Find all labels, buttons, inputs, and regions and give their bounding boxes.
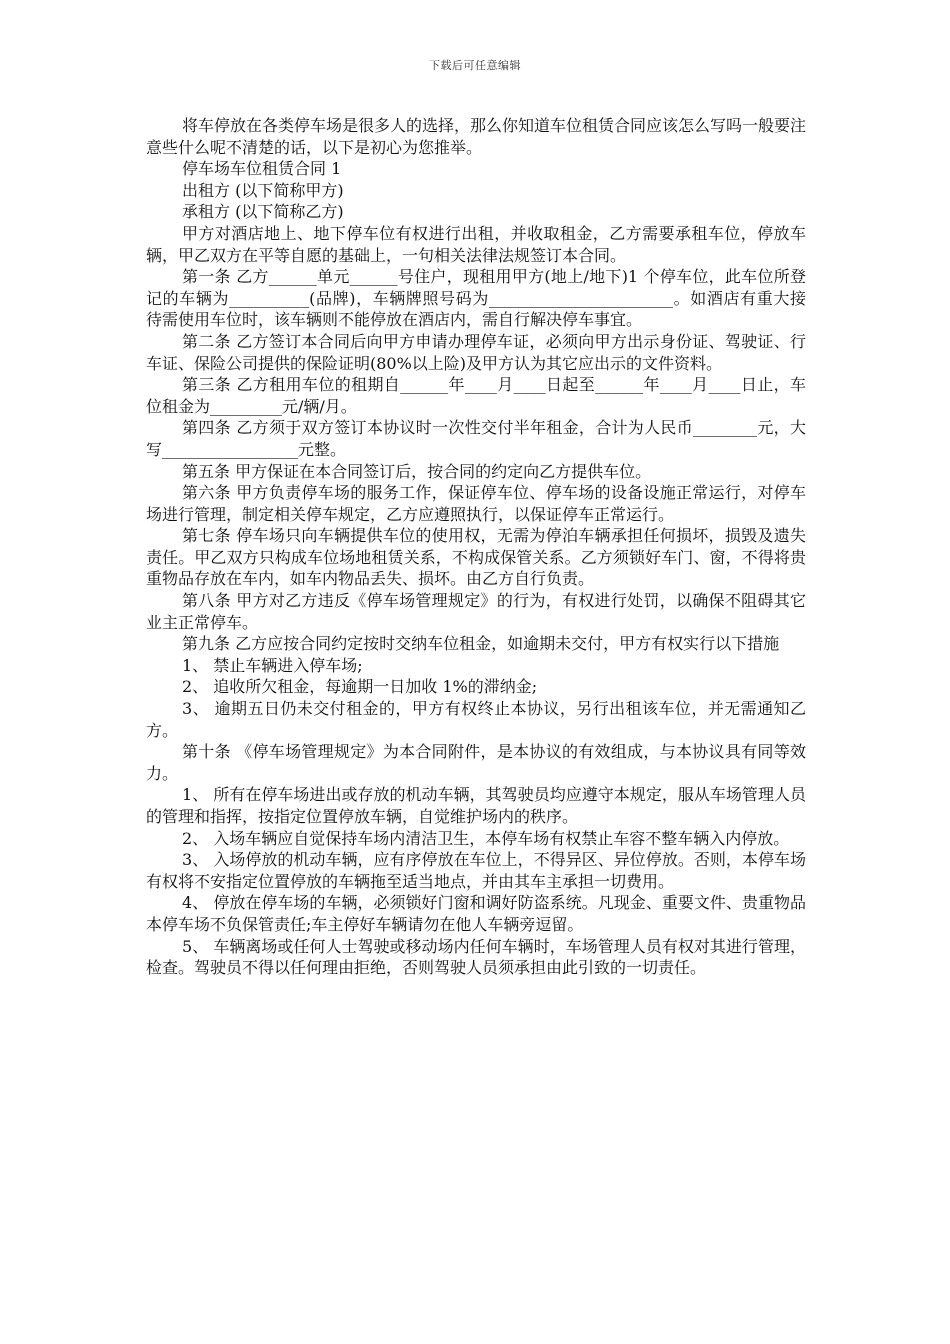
- clause-1: 第一条 乙方______单元______号住户，现租用甲方(地上/地下)1 个停车位，此车位所登记的车辆为__________(品牌)，车辆牌照号码为_______________________。如酒店有重大接待需使用车位时，该车辆则不能停放在酒店内，需自行解决停车事宜。: [146, 267, 806, 330]
- clause-9: 第九条 乙方应按合同约定按时交纳车位租金，如逾期未交付，甲方有权实行以下措施: [182, 634, 780, 654]
- clause-6: 第六条 甲方负责停车场的服务工作，保证停车位、停车场的设备设施正常运行，对停车场进行管理，制定相关停车规定，乙方应遵照执行，以保证停车正常运行。: [146, 483, 806, 524]
- clause-10: 第十条 《停车场管理规定》为本合同附件，是本协议的有效组成，与本协议具有同等效力。: [146, 742, 806, 783]
- clause-4: 第四条 乙方须于双方签订本协议时一次性交付半年租金，合计为人民币________元，大写_________________元整。: [146, 418, 806, 459]
- clause-3: 第三条 乙方租用车位的租期自______年____月____日起至______年____月____日止，车位租金为_________元/辆/月。: [146, 375, 806, 416]
- rule-item-2: 2、 入场车辆应自觉保持车场内清洁卫生，本停车场有权禁止车容不整车辆入内停放。: [182, 828, 790, 848]
- clause-7: 第七条 停车场只向车辆提供车位的使用权，无需为停泊车辆承担任何损坏，损毁及遗失责任。甲乙双方只构成车位场地租赁关系，不构成保管关系。乙方须锁好车门、窗，不得将贵重物品存放在车内，如车内物品丢失、损坏。由乙方自行负责。: [146, 526, 806, 589]
- clause-9-item-1: 1、 禁止车辆进入停车场;: [182, 655, 363, 675]
- clause-8: 第八条 甲方对乙方违反《停车场管理规定》的行为，有权进行处罚，以确保不阻碍其它业主正常停车。: [146, 591, 806, 632]
- paragraph-preamble: 甲方对酒店地上、地下停车位有权进行出租，并收取租金，乙方需要承租车位，停放车辆，甲乙双方在平等自愿的基础上，一句相关法律法规签订本合同。: [146, 223, 806, 265]
- clause-5: 第五条 甲方保证在本合同签订后，按合同的约定向乙方提供车位。: [182, 461, 652, 481]
- contract-title: 停车场车位租赁合同 1: [182, 159, 342, 179]
- document-body: [146, 115, 806, 979]
- rule-item-3: 3、 入场停放的机动车辆，应有序停放在车位上，不得异区、异位停放。否则，本停车场有权将不安指定位置停放的车辆拖至适当地点，并由其车主承担一切费用。: [146, 850, 806, 891]
- paragraph-intro: 将车停放在各类停车场是很多人的选择，那么你知道车位租赁合同应该怎么写吗一般要注意些什么呢不清楚的话，以下是初心为您推举。: [146, 116, 807, 157]
- rule-item-1: 1、 所有在停车场进出或存放的机动车辆，其驾驶员均应遵守本规定，服从车场管理人员的管理和指挥，按指定位置停放车辆，自觉维护场内的秩序。: [146, 785, 806, 826]
- rule-item-5: 5、 车辆离场或任何人士驾驶或移动场内任何车辆时，车场管理人员有权对其进行管理，检查。驾驶员不得以任何理由拒绝，否则驾驶人员须承担由此引致的一切责任。: [146, 936, 806, 978]
- clause-9-item-3: 3、 逾期五日仍未交付租金的，甲方有权终止本协议，另行出租该车位，并无需通知乙方。: [146, 699, 806, 740]
- party-lessee: 承租方 (以下简称乙方): [182, 202, 344, 222]
- party-lessor: 出租方 (以下简称甲方): [182, 180, 344, 200]
- clause-2: 第二条 乙方签订本合同后向甲方申请办理停车证，必须向甲方出示身份证、驾驶证、行车证、保险公司提供的保险证明(80%以上险)及甲方认为其它应出示的文件资料。: [146, 331, 806, 373]
- rule-item-4: 4、 停放在停车场的车辆，必须锁好门窗和调好防盗系统。凡现金、重要文件、贵重物品本停车场不负保管责任;车主停好车辆请勿在他人车辆旁逗留。: [146, 893, 806, 934]
- clause-9-item-2: 2、 追收所欠租金，每逾期一日加收 1%的滞纳金;: [182, 677, 538, 697]
- header-note: 下载后可任意编辑: [429, 59, 521, 72]
